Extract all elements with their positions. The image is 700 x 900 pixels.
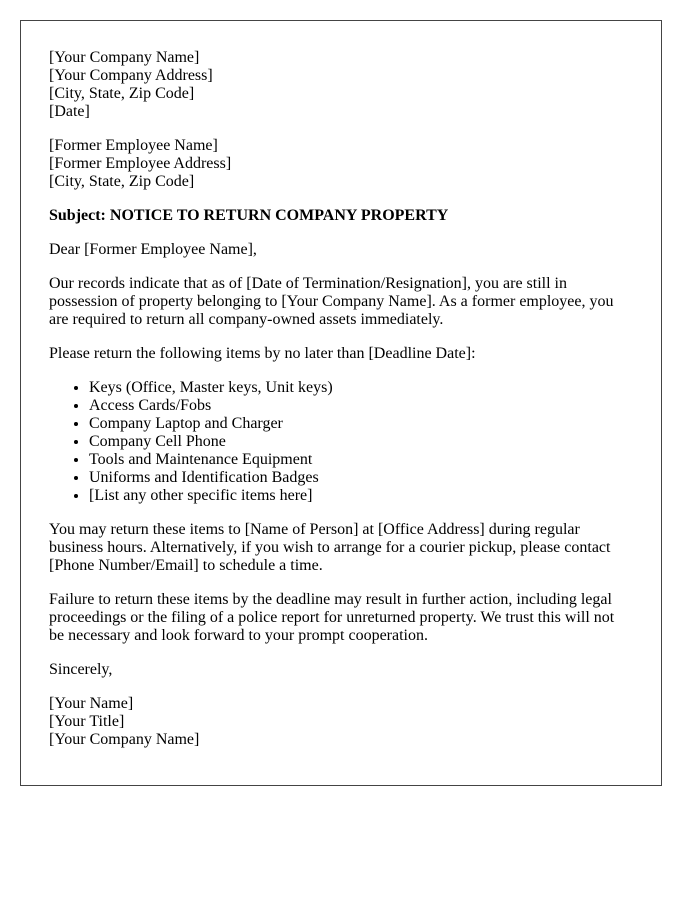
paragraph-intro: Our records indicate that as of [Date of Termination/Resignation], you are still in possession of property belonging to [Your Company Name]. As a former employee, you are required to return all company-owned assets immediately. — [49, 275, 614, 328]
letter — [20, 20, 662, 786]
sender-company: [Your Company Name] — [49, 49, 200, 66]
subject-label: Subject: — [49, 207, 106, 224]
list-item: • Access Cards/Fobs — [89, 397, 633, 415]
salutation: Dear [Former Employee Name], — [49, 241, 257, 258]
sender-address — [49, 49, 633, 121]
closing: Sincerely, — [49, 661, 113, 678]
paragraph-items-intro: Please return the following items by no later than [Deadline Date]: — [49, 345, 476, 362]
list-item: • Company Laptop and Charger — [89, 415, 633, 433]
subject-line — [49, 207, 633, 225]
list-item: • Keys (Office, Master keys, Unit keys) — [89, 379, 633, 397]
list-item: • Company Cell Phone — [89, 433, 633, 451]
paragraph-return-instructions: You may return these items to [Name of Person] at [Office Address] during regular business hours. Alternatively, if you wish to arrange for a courier pickup, please contact [Phone Number/Email] to schedule a time. — [49, 521, 611, 574]
signer-title: [Your Title] — [49, 713, 125, 730]
sender-address-line: [Your Company Address] — [49, 67, 213, 84]
recipient-address — [49, 137, 633, 191]
signer-name: [Your Name] — [49, 695, 134, 712]
paragraph-consequences: Failure to return these items by the deadline may result in further action, including legal proceedings or the filing of a police report for unreturned property. We trust this will not be necessary and look forward to your prompt cooperation. — [49, 591, 615, 644]
recipient-address-line: [Former Employee Address] — [49, 155, 232, 172]
sender-city: [City, State, Zip Code] — [49, 85, 195, 102]
recipient-city: [City, State, Zip Code] — [49, 173, 195, 190]
signer-company: [Your Company Name] — [49, 731, 200, 748]
list-item: • Uniforms and Identification Badges — [89, 469, 633, 487]
letter-date: [Date] — [49, 103, 90, 120]
list-item: • [List any other specific items here] — [89, 487, 633, 505]
recipient-name: [Former Employee Name] — [49, 137, 218, 154]
signature-block — [49, 695, 633, 749]
list-item: • Tools and Maintenance Equipment — [89, 451, 633, 469]
subject-text: NOTICE TO RETURN COMPANY PROPERTY — [109, 207, 449, 224]
items-list — [49, 379, 633, 505]
